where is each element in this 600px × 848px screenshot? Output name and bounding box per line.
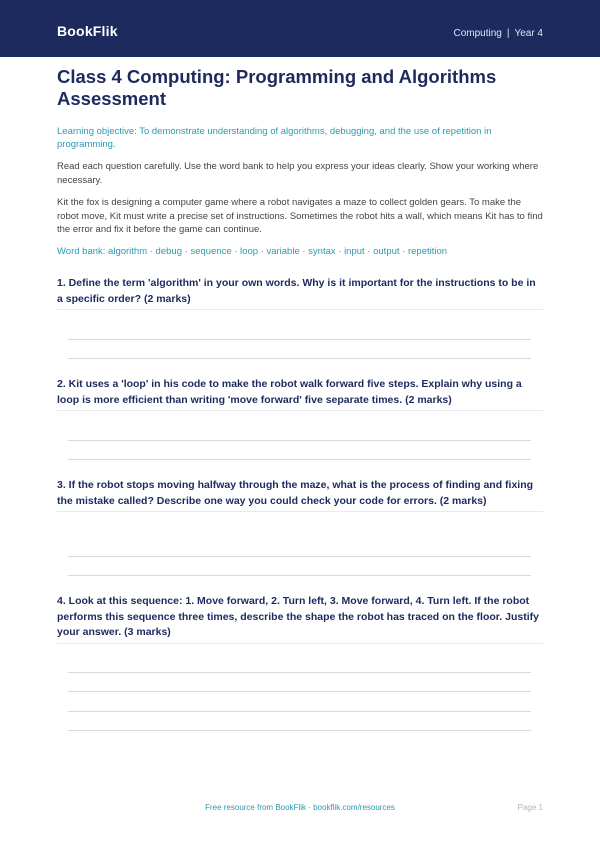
question-1 bbox=[57, 276, 543, 366]
scenario-text: Kit the fox is designing a computer game where a robot navigates a maze to collect golden gears. To make the robot move, Kit must write a precise set of instructions. Sometimes the robot hits a wall, which means Kit has to find the error and fix it before the game can continue. bbox=[57, 197, 543, 235]
header-meta bbox=[453, 28, 543, 39]
answer-line[interactable] bbox=[68, 730, 531, 731]
question-text: 3. If the robot stops moving halfway through the maze, what is the process of finding and fixing the mistake called? Describe one way you could check your code for errors. (2 marks) bbox=[57, 478, 543, 512]
learning-objective: Learning objective: To demonstrate understanding of algorithms, debugging, and the use of repetition in programming. bbox=[57, 126, 492, 150]
answer-line[interactable] bbox=[68, 459, 531, 460]
question-4 bbox=[57, 594, 543, 739]
question-3 bbox=[57, 478, 543, 583]
intro-section bbox=[57, 66, 543, 258]
page-number: Page 1 bbox=[517, 803, 543, 812]
answer-line[interactable] bbox=[68, 440, 531, 441]
answer-line[interactable] bbox=[68, 691, 531, 692]
footer-text: Free resource from BookFlik · bookflik.com/resources bbox=[205, 803, 395, 812]
brand-logo-text: BookFlik bbox=[57, 23, 118, 39]
word-bank: Word bank: algorithm · debug · sequence · loop · variable · syntax · input · output · repetition bbox=[57, 245, 448, 257]
question-text: 2. Kit uses a 'loop' in his code to make the robot walk forward five steps. Explain why using a loop is more efficient than writing 'move forward' five separate times. (2 marks) bbox=[57, 377, 543, 411]
year-label: Year 4 bbox=[514, 28, 543, 39]
answer-line[interactable] bbox=[68, 339, 531, 340]
instructions-text: Read each question carefully. Use the word bank to help you express your ideas clearly. Show your working where necessary. bbox=[57, 161, 539, 186]
question-2 bbox=[57, 377, 543, 467]
meta-separator: | bbox=[506, 28, 510, 39]
page-header bbox=[0, 0, 600, 57]
answer-line[interactable] bbox=[68, 575, 531, 576]
answer-line[interactable] bbox=[68, 556, 531, 557]
answer-line[interactable] bbox=[68, 672, 531, 673]
question-text: 4. Look at this sequence: 1. Move forward, 2. Turn left, 3. Move forward, 4. Turn left. If the robot performs this sequence three times, describe the shape the robot has traced on the floor. Justify your answer. (3 marks) bbox=[57, 594, 543, 644]
question-text: 1. Define the term 'algorithm' in your own words. Why is it important for the instructions to be in a specific order? (2 marks) bbox=[57, 276, 543, 310]
answer-line[interactable] bbox=[68, 358, 531, 359]
page-title: Class 4 Computing: Programming and Algorithms Assessment bbox=[57, 66, 497, 109]
answer-line[interactable] bbox=[68, 711, 531, 712]
subject-label: Computing bbox=[453, 28, 502, 39]
